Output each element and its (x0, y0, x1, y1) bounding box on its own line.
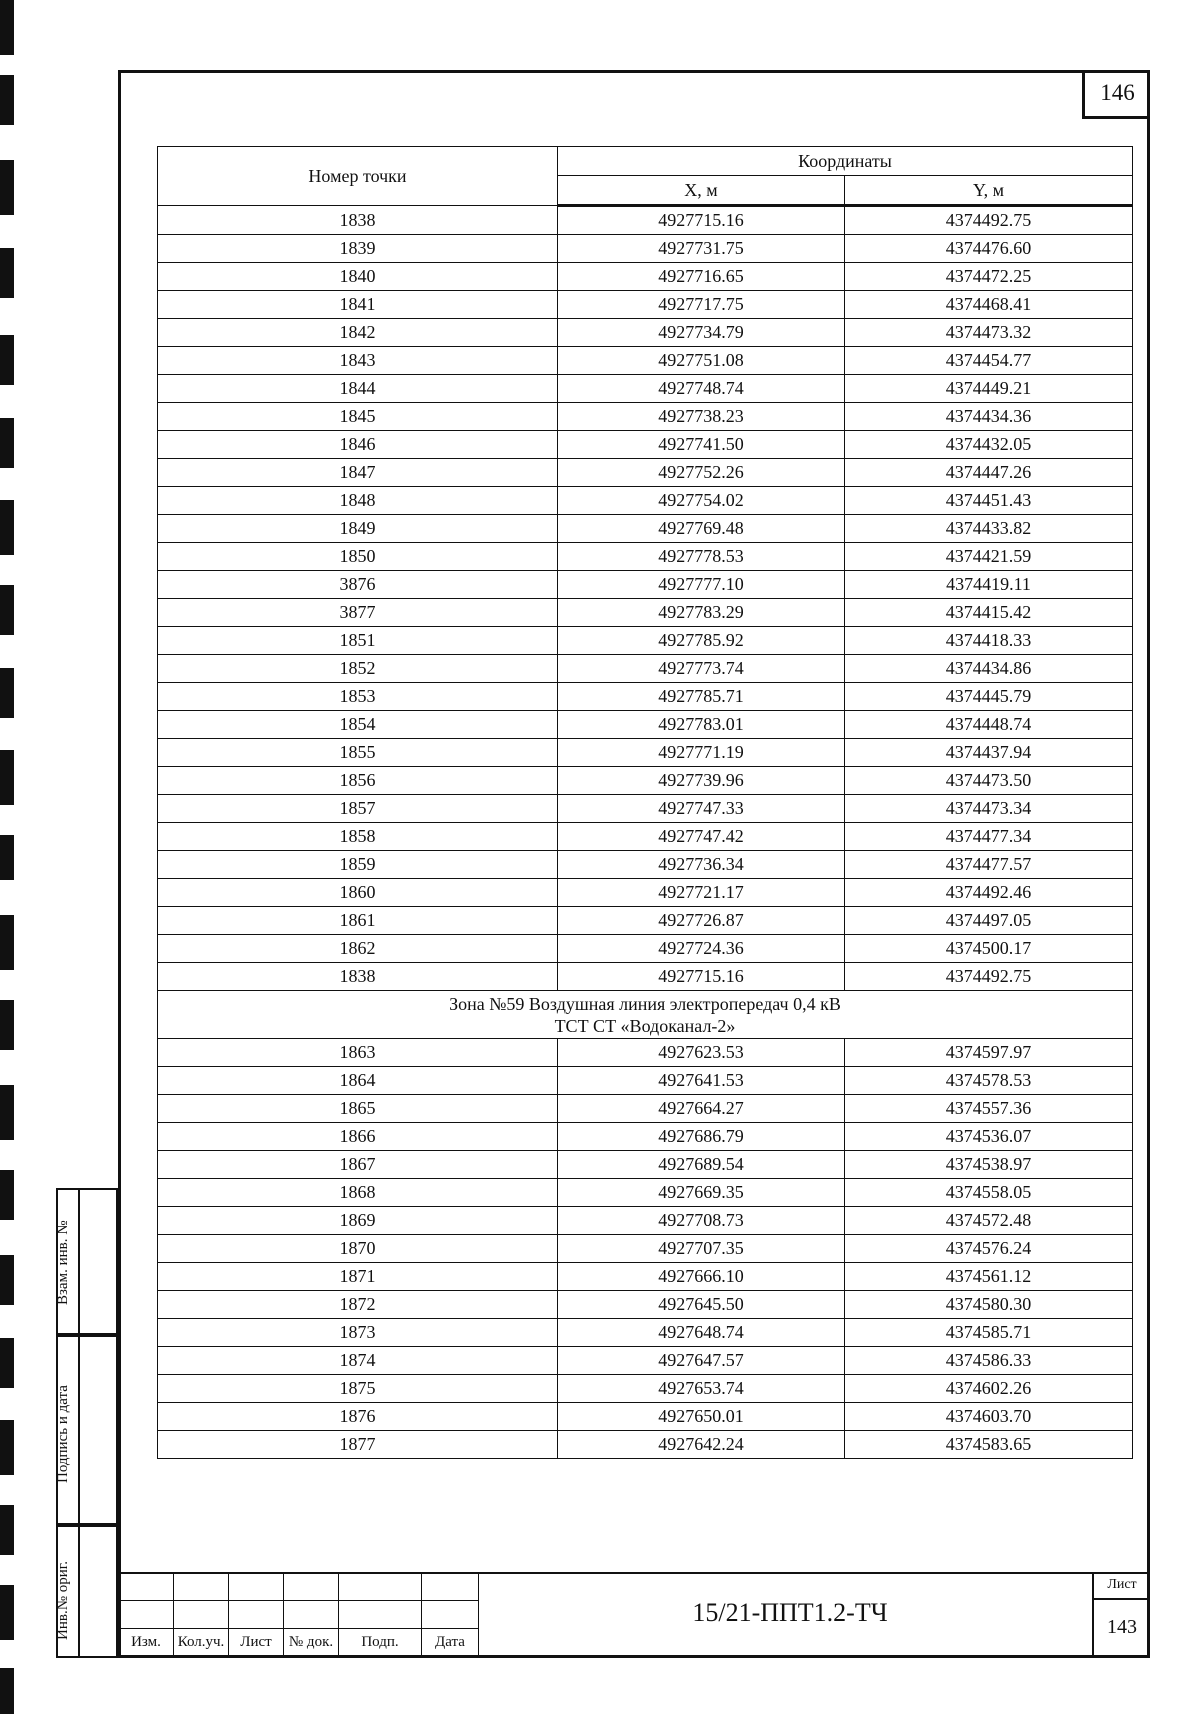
stamp-izm: Изм. (119, 1629, 174, 1657)
table-row (158, 206, 1133, 235)
point-number: 1853 (158, 683, 558, 711)
x-coordinate: 4927664.27 (558, 1095, 845, 1123)
point-number: 1855 (158, 739, 558, 767)
x-coordinate: 4927686.79 (558, 1123, 845, 1151)
zone-subtitle: ТСТ СТ «Водоканал-2» (554, 1015, 736, 1036)
y-coordinate: 4374561.12 (845, 1263, 1133, 1291)
binding-bar (0, 248, 14, 298)
table-row (158, 431, 1133, 459)
y-coordinate: 4374448.74 (845, 711, 1133, 739)
y-coordinate: 4374558.05 (845, 1179, 1133, 1207)
y-coordinate: 4374454.77 (845, 347, 1133, 375)
page-number-box (1082, 70, 1150, 119)
binding-bar (0, 1338, 14, 1388)
y-coordinate: 4374437.94 (845, 739, 1133, 767)
table-row (158, 515, 1133, 543)
table-row (158, 711, 1133, 739)
point-number: 1852 (158, 655, 558, 683)
x-coordinate: 4927641.53 (558, 1067, 845, 1095)
point-number: 1862 (158, 935, 558, 963)
y-coordinate: 4374472.25 (845, 263, 1133, 291)
y-coordinate: 4374492.46 (845, 879, 1133, 907)
table-row (158, 571, 1133, 599)
x-coordinate: 4927716.65 (558, 263, 845, 291)
x-coordinate: 4927669.35 (558, 1179, 845, 1207)
x-coordinate: 4927747.33 (558, 795, 845, 823)
table-row (158, 767, 1133, 795)
x-coordinate: 4927738.23 (558, 403, 845, 431)
binding-bar (0, 1585, 14, 1640)
x-coordinate: 4927783.01 (558, 711, 845, 739)
x-coordinate: 4927648.74 (558, 1319, 845, 1347)
table-row (158, 347, 1133, 375)
x-coordinate: 4927734.79 (558, 319, 845, 347)
x-coordinate: 4927752.26 (558, 459, 845, 487)
x-coordinate: 4927754.02 (558, 487, 845, 515)
point-number: 1848 (158, 487, 558, 515)
y-coordinate: 4374492.75 (845, 963, 1133, 991)
point-number: 1842 (158, 319, 558, 347)
y-coordinate: 4374572.48 (845, 1207, 1133, 1235)
header-point-number: Номер точки (158, 147, 558, 206)
point-number: 1854 (158, 711, 558, 739)
table-row (158, 235, 1133, 263)
point-number: 1861 (158, 907, 558, 935)
y-coordinate: 4374421.59 (845, 543, 1133, 571)
y-coordinate: 4374602.26 (845, 1375, 1133, 1403)
point-number: 1850 (158, 543, 558, 571)
point-number: 1873 (158, 1319, 558, 1347)
point-number: 1851 (158, 627, 558, 655)
table-row (158, 963, 1133, 991)
point-number: 1838 (158, 963, 558, 991)
table-row (158, 823, 1133, 851)
point-number: 1876 (158, 1403, 558, 1431)
binding-bar (0, 500, 14, 555)
point-number: 1838 (158, 206, 558, 235)
y-coordinate: 4374586.33 (845, 1347, 1133, 1375)
point-number: 1874 (158, 1347, 558, 1375)
x-coordinate: 4927731.75 (558, 235, 845, 263)
y-coordinate: 4374597.97 (845, 1039, 1133, 1067)
x-coordinate: 4927748.74 (558, 375, 845, 403)
binding-bar (0, 1000, 14, 1050)
table-row (158, 319, 1133, 347)
x-coordinate: 4927689.54 (558, 1151, 845, 1179)
x-coordinate: 4927785.71 (558, 683, 845, 711)
point-number: 1864 (158, 1067, 558, 1095)
x-coordinate: 4927747.42 (558, 823, 845, 851)
table-row (158, 683, 1133, 711)
stamp-kol: Кол.уч. (174, 1629, 229, 1657)
binding-bar (0, 750, 14, 805)
table-row (158, 935, 1133, 963)
table-row (158, 1431, 1133, 1459)
binding-bar (0, 1170, 14, 1220)
table-row (158, 655, 1133, 683)
table-row (158, 543, 1133, 571)
binding-bar (0, 1420, 14, 1475)
stamp-ndoc: № док. (284, 1629, 339, 1657)
point-number: 1841 (158, 291, 558, 319)
y-coordinate: 4374477.34 (845, 823, 1133, 851)
x-coordinate: 4927642.24 (558, 1431, 845, 1459)
binding-bar (0, 915, 14, 970)
point-number: 1877 (158, 1431, 558, 1459)
binding-bar (0, 160, 14, 215)
y-coordinate: 4374536.07 (845, 1123, 1133, 1151)
y-coordinate: 4374497.05 (845, 907, 1133, 935)
x-coordinate: 4927666.10 (558, 1263, 845, 1291)
rows-group-a (158, 206, 1133, 991)
table-row (158, 1347, 1133, 1375)
table-row (158, 1207, 1133, 1235)
point-number: 1875 (158, 1375, 558, 1403)
point-number: 1870 (158, 1235, 558, 1263)
x-coordinate: 4927650.01 (558, 1403, 845, 1431)
binding-bar (0, 0, 14, 55)
stamp-podp: Подп. (339, 1629, 422, 1657)
binding-bar (0, 835, 14, 880)
y-coordinate: 4374477.57 (845, 851, 1133, 879)
x-coordinate: 4927726.87 (558, 907, 845, 935)
point-number: 1867 (158, 1151, 558, 1179)
table-row (158, 795, 1133, 823)
y-coordinate: 4374473.50 (845, 767, 1133, 795)
y-coordinate: 4374432.05 (845, 431, 1133, 459)
side-divider (78, 1188, 80, 1658)
x-coordinate: 4927708.73 (558, 1207, 845, 1235)
y-coordinate: 4374538.97 (845, 1151, 1133, 1179)
table-row (158, 291, 1133, 319)
x-coordinate: 4927717.75 (558, 291, 845, 319)
binding-bar (0, 1505, 14, 1555)
binding-bar (0, 1085, 14, 1140)
x-coordinate: 4927771.19 (558, 739, 845, 767)
x-coordinate: 4927751.08 (558, 347, 845, 375)
table-row (158, 851, 1133, 879)
point-number: 1871 (158, 1263, 558, 1291)
x-coordinate: 4927623.53 (558, 1039, 845, 1067)
point-number: 1839 (158, 235, 558, 263)
x-coordinate: 4927715.16 (558, 963, 845, 991)
point-number: 1844 (158, 375, 558, 403)
x-coordinate: 4927785.92 (558, 627, 845, 655)
binding-bar (0, 668, 14, 718)
table-row (158, 1235, 1133, 1263)
y-coordinate: 4374476.60 (845, 235, 1133, 263)
point-number: 1846 (158, 431, 558, 459)
header-x: X, м (558, 176, 845, 206)
y-coordinate: 4374492.75 (845, 206, 1133, 235)
stamp-list: Лист (229, 1629, 284, 1657)
binding-bar (0, 585, 14, 635)
point-number: 1857 (158, 795, 558, 823)
y-coordinate: 4374415.42 (845, 599, 1133, 627)
x-coordinate: 4927707.35 (558, 1235, 845, 1263)
y-coordinate: 4374576.24 (845, 1235, 1133, 1263)
point-number: 1845 (158, 403, 558, 431)
x-coordinate: 4927739.96 (558, 767, 845, 795)
point-number: 1860 (158, 879, 558, 907)
side-label-inv: Инв.№ ориг. (55, 1561, 71, 1640)
point-number: 1856 (158, 767, 558, 795)
table-row (158, 1319, 1133, 1347)
table-row (158, 1263, 1133, 1291)
x-coordinate: 4927645.50 (558, 1291, 845, 1319)
y-coordinate: 4374583.65 (845, 1431, 1133, 1459)
point-number: 1866 (158, 1123, 558, 1151)
table-row (158, 1095, 1133, 1123)
point-number: 1843 (158, 347, 558, 375)
coordinates-table (157, 146, 1133, 1459)
table-row (158, 403, 1133, 431)
y-coordinate: 4374580.30 (845, 1291, 1133, 1319)
side-label-podpis: Подпись и дата (55, 1385, 71, 1483)
x-coordinate: 4927715.16 (558, 206, 845, 235)
point-number: 1869 (158, 1207, 558, 1235)
y-coordinate: 4374451.43 (845, 487, 1133, 515)
table-row (158, 1291, 1133, 1319)
x-coordinate: 4927724.36 (558, 935, 845, 963)
y-coordinate: 4374445.79 (845, 683, 1133, 711)
side-label-vzam: Взам. инв. № (55, 1220, 71, 1305)
zone-row (158, 991, 1133, 1039)
table-row (158, 1039, 1133, 1067)
y-coordinate: 4374449.21 (845, 375, 1133, 403)
x-coordinate: 4927653.74 (558, 1375, 845, 1403)
point-number: 3876 (158, 571, 558, 599)
x-coordinate: 4927778.53 (558, 543, 845, 571)
y-coordinate: 4374433.82 (845, 515, 1133, 543)
table-row (158, 1179, 1133, 1207)
binding-bar (0, 418, 14, 468)
x-coordinate: 4927647.57 (558, 1347, 845, 1375)
x-coordinate: 4927769.48 (558, 515, 845, 543)
header-coordinates: Координаты (558, 147, 1133, 176)
table-row (158, 1375, 1133, 1403)
binding-bar (0, 75, 14, 125)
table-row (158, 599, 1133, 627)
point-number: 1858 (158, 823, 558, 851)
x-coordinate: 4927773.74 (558, 655, 845, 683)
y-coordinate: 4374500.17 (845, 935, 1133, 963)
y-coordinate: 4374447.26 (845, 459, 1133, 487)
table-row (158, 1151, 1133, 1179)
y-coordinate: 4374434.36 (845, 403, 1133, 431)
y-coordinate: 4374585.71 (845, 1319, 1133, 1347)
table-row (158, 627, 1133, 655)
point-number: 1859 (158, 851, 558, 879)
y-coordinate: 4374468.41 (845, 291, 1133, 319)
x-coordinate: 4927741.50 (558, 431, 845, 459)
table-row (158, 879, 1133, 907)
header-y: Y, м (845, 176, 1133, 206)
table-row (158, 907, 1133, 935)
y-coordinate: 4374603.70 (845, 1403, 1133, 1431)
document-code: 15/21-ППТ1.2-ТЧ (692, 1598, 888, 1627)
table-row (158, 375, 1133, 403)
binding-bar (0, 1255, 14, 1305)
x-coordinate: 4927777.10 (558, 571, 845, 599)
sheet-number: 143 (1107, 1616, 1137, 1638)
sheet-box (1092, 1572, 1150, 1658)
point-number: 1872 (158, 1291, 558, 1319)
table-row (158, 263, 1133, 291)
stamp-data: Дата (422, 1629, 479, 1657)
point-number: 1840 (158, 263, 558, 291)
binding-bar (0, 335, 14, 385)
zone-title: Зона №59 Воздушная линия электропередач 0,4 кВ (449, 993, 841, 1014)
point-number: 1847 (158, 459, 558, 487)
page-number: 146 (1100, 80, 1135, 105)
y-coordinate: 4374419.11 (845, 571, 1133, 599)
y-coordinate: 4374473.32 (845, 319, 1133, 347)
x-coordinate: 4927721.17 (558, 879, 845, 907)
y-coordinate: 4374473.34 (845, 795, 1133, 823)
y-coordinate: 4374557.36 (845, 1095, 1133, 1123)
y-coordinate: 4374418.33 (845, 627, 1133, 655)
table-row (158, 487, 1133, 515)
table-row (158, 1123, 1133, 1151)
table-row (158, 1403, 1133, 1431)
binding-bar (0, 1668, 14, 1714)
point-number: 3877 (158, 599, 558, 627)
table-row (158, 1067, 1133, 1095)
x-coordinate: 4927736.34 (558, 851, 845, 879)
rows-group-b (158, 1039, 1133, 1459)
sheet-label: Лист (1094, 1572, 1150, 1600)
point-number: 1849 (158, 515, 558, 543)
zone-caption (158, 991, 1133, 1039)
table-row (158, 739, 1133, 767)
stamp-top-line (118, 1572, 1150, 1574)
y-coordinate: 4374434.86 (845, 655, 1133, 683)
point-number: 1863 (158, 1039, 558, 1067)
point-number: 1865 (158, 1095, 558, 1123)
y-coordinate: 4374578.53 (845, 1067, 1133, 1095)
stamp-grid (118, 1572, 479, 1657)
x-coordinate: 4927783.29 (558, 599, 845, 627)
point-number: 1868 (158, 1179, 558, 1207)
table-row (158, 459, 1133, 487)
